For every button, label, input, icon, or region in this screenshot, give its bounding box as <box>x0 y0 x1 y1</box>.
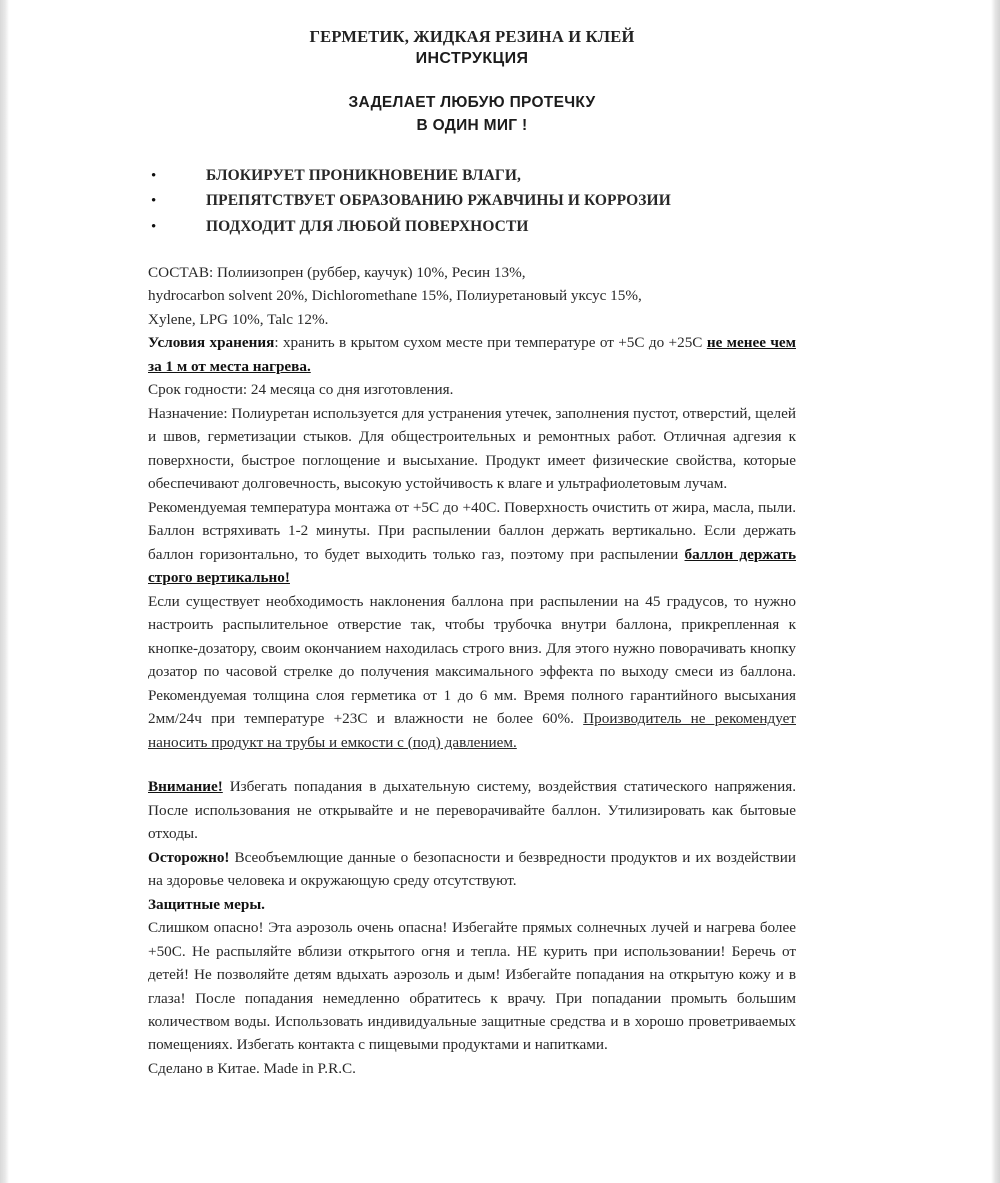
composition-line-1: СОСТАВ: Полиизопрен (руббер, каучук) 10%, Ресин 13%, <box>148 263 526 281</box>
protective-measures-label: Защитные меры. <box>148 895 265 913</box>
storage-conditions-paragraph <box>148 331 796 378</box>
caution-text: Всеобъемлющие данные о безопасности и безвредности продуктов и их воздействии на здоровье человека и окружающую среду отсутствуют. <box>148 848 796 890</box>
storage-conditions-label: Условия хранения <box>148 334 275 352</box>
slogan-block <box>148 92 796 137</box>
usage-paragraph-continued <box>148 590 796 754</box>
attention-paragraph <box>148 775 796 845</box>
bullet-icon: • <box>151 168 157 185</box>
list-item <box>148 163 796 188</box>
shelf-life-line: Срок годности: 24 месяца со дня изготовления. <box>148 381 454 399</box>
purpose-paragraph: Назначение: Полиуретан используется для устранения утечек, заполнения пустот, отверстий, щелей и швов, герметизации стыков. Для общестроительных и ремонтных работ. Отличная адгезия к поверхности, быстрое поглощение и высыхание. Продукт имеет физические свойства, которые обеспечивают долговечность, высокую устойчивость к влаге и ультрафиолетовым лучам. <box>148 404 796 493</box>
slogan-line-1: ЗАДЕЛАЕТ ЛЮБУЮ ПРОТЕЧКУ <box>348 94 596 112</box>
usage-underlined-warning: Производитель не рекомендует наносить продукт на трубы и емкости с (под) давлением. <box>148 710 796 751</box>
document-text-body <box>148 261 796 1080</box>
bullet-icon: • <box>151 193 157 210</box>
attention-label: Внимание! <box>148 778 223 796</box>
paragraph-spacer <box>148 754 796 775</box>
usage-text-part-2: Если существует необходимость наклонения баллона при распылении на 45 градусов, то нужно настроить распылительное отверстие так, чтобы трубочка внутри баллона, прикрепленная к кнопке-дозатору, своим окончанием находилась строго вниз. Для этого нужно поворачивать кнопку дозатор по часовой стрелке до получения максимального эффекта по выходу смеси из баллона. Рекомендуемая толщина слоя герметика от 1 до 6 мм. Время полного гарантийного высыхания 2мм/24ч при температуре +23С и влажности не более 60%. <box>148 592 796 728</box>
list-item <box>148 188 796 213</box>
safety-paragraph: Слишком опасно! Эта аэрозоль очень опасна! Избегайте прямых солнечных лучей и нагрева более +50С. Не распыляйте вблизи открытого огня и тепла. НЕ курить при использовании! Беречь от детей! Не позволяйте детям вдыхать аэрозоль и дым! Избегайте попадания на открытую кожу и в глаза! После попадания немедленно обратитесь к врачу. При попадании промыть большим количеством воды. Использовать индивидуальные защитные средства и в хорошо проветриваемых помещениях. Избегать контакта с пищевыми продуктами и напитками. <box>148 919 796 1054</box>
document-kind-heading: ИНСТРУКЦИЯ <box>415 49 529 67</box>
storage-conditions-text: : хранить в крытом сухом месте при температуре от +5С до +25С <box>274 334 707 352</box>
usage-paragraph <box>148 496 796 590</box>
usage-emphasis: баллон держать строго вертикально! <box>148 545 796 587</box>
caution-paragraph <box>148 846 796 893</box>
bullet-label: ПОДХОДИТ ДЛЯ ЛЮБОЙ ПОВЕРХНОСТИ <box>206 217 529 235</box>
document-body <box>148 0 796 1080</box>
slogan-line-2: В ОДИН МИГ ! <box>416 116 528 134</box>
usage-text-part-1: Рекомендуемая температура монтажа от +5С до +40С. Поверхность очистить от жира, масла, пыли. Баллон встряхивать 1-2 минуты. При распылении баллон держать вертикально. Если держать баллон горизонтально, то будет выходить только газ, поэтому при распылении <box>148 498 796 563</box>
list-item <box>148 214 796 239</box>
page-left-edge <box>0 0 9 1183</box>
composition-line-2: hydrocarbon solvent 20%, Dichloromethane 15%, Полиуретановый уксус 15%, <box>148 287 642 305</box>
bullet-label: БЛОКИРУЕТ ПРОНИКНОВЕНИЕ ВЛАГИ, <box>206 167 522 185</box>
origin-line: Сделано в Китае. Made in P.R.C. <box>148 1059 356 1077</box>
composition-line-3: Xylene, LPG 10%, Talc 12%. <box>148 310 329 328</box>
attention-text: Избегать попадания в дыхательную систему, воздействия статического напряжения. После использования не открывайте и не переворачивайте баллон. Утилизировать как бытовые отходы. <box>148 778 796 843</box>
caution-label: Осторожно! <box>148 848 230 866</box>
document-title-block <box>148 0 796 70</box>
page-right-edge <box>991 0 1000 1183</box>
bullet-label: ПРЕПЯТСТВУЕТ ОБРАЗОВАНИЮ РЖАВЧИНЫ И КОРРОЗИИ <box>206 192 671 210</box>
protective-measures-heading <box>148 893 796 916</box>
product-title: ГЕРМЕТИК, ЖИДКАЯ РЕЗИНА И КЛЕЙ <box>309 27 635 46</box>
feature-bullet-list <box>148 163 796 239</box>
bullet-icon: • <box>151 218 157 235</box>
storage-conditions-emphasis: не менее чем за 1 м от места нагрева. <box>148 334 796 375</box>
